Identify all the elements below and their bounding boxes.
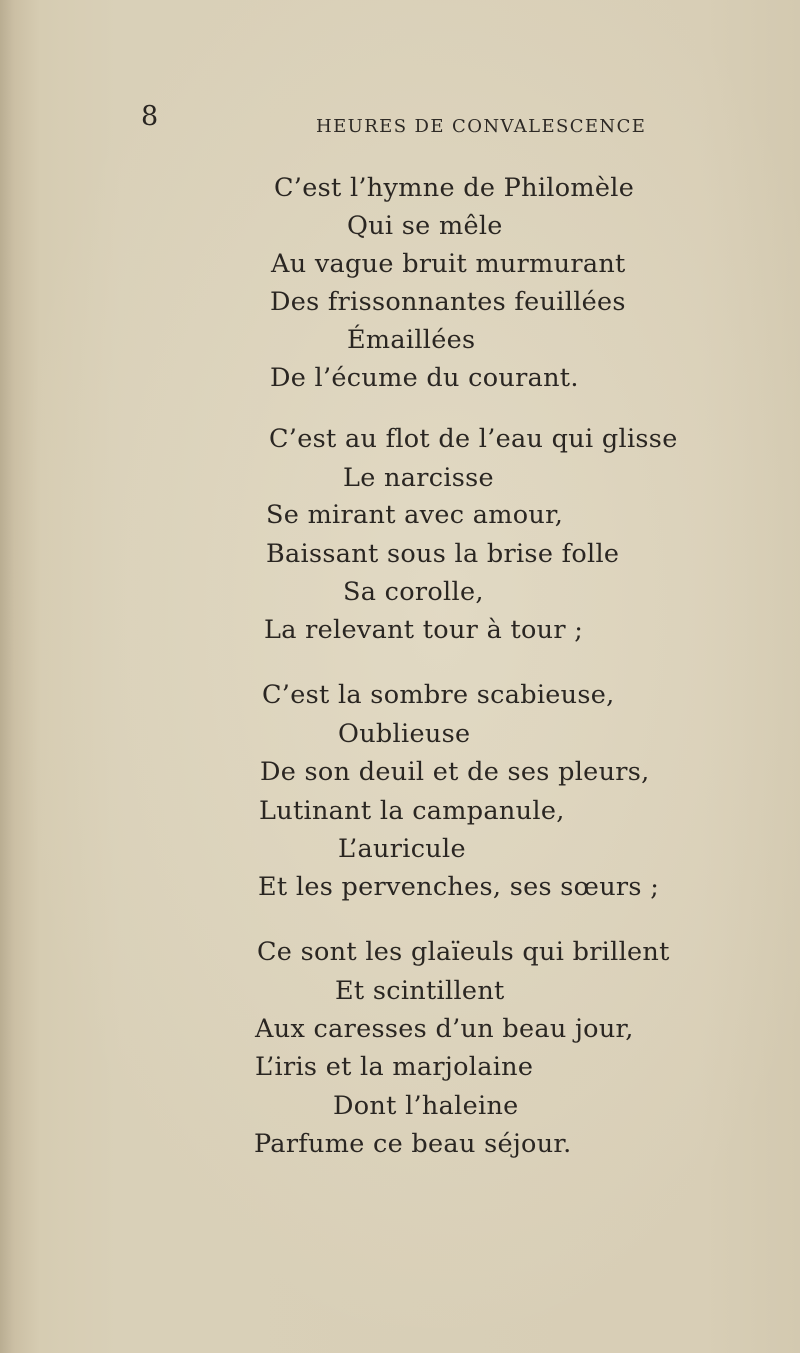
- verse-line: De l’écume du courant.: [270, 363, 579, 393]
- verse-line: Et scintillent: [335, 976, 505, 1006]
- verse-line: C’est l’hymne de Philomèle: [274, 173, 635, 203]
- verse-line: Lutinant la campanule,: [259, 796, 565, 826]
- verse-line: Au vague bruit murmurant: [271, 249, 626, 279]
- verse-line: La relevant tour à tour ;: [264, 615, 584, 645]
- verse-line: Émaillées: [347, 325, 476, 355]
- verse-line: C’est au flot de l’eau qui glisse: [269, 424, 678, 454]
- verse-line: Et les pervenches, ses sœurs ;: [258, 872, 660, 902]
- verse-line: L’iris et la marjolaine: [255, 1052, 534, 1082]
- verse-line: Sa corolle,: [343, 577, 484, 607]
- verse-line: L’auricule: [338, 834, 466, 864]
- verse-line: Ce sont les glaïeuls qui brillent: [257, 937, 670, 967]
- verse-line: Se mirant avec amour,: [266, 500, 564, 530]
- verse-line: Le narcisse: [343, 463, 494, 493]
- verse-line: De son deuil et de ses pleurs,: [260, 757, 650, 787]
- verse-line: Des frissonnantes feuillées: [270, 287, 626, 317]
- running-head: HEURES DE CONVALESCENCE: [316, 116, 647, 137]
- verse-line: Qui se mêle: [347, 211, 503, 241]
- verse-line: Dont l’haleine: [333, 1091, 519, 1121]
- verse-line: Baissant sous la brise folle: [266, 539, 620, 569]
- verse-line: C’est la sombre scabieuse,: [262, 680, 615, 710]
- verse-line: Oublieuse: [338, 719, 471, 749]
- page-number: 8: [141, 101, 159, 132]
- verse-line: Parfume ce beau séjour.: [254, 1129, 572, 1159]
- verse-line: Aux caresses d’un beau jour,: [255, 1014, 634, 1044]
